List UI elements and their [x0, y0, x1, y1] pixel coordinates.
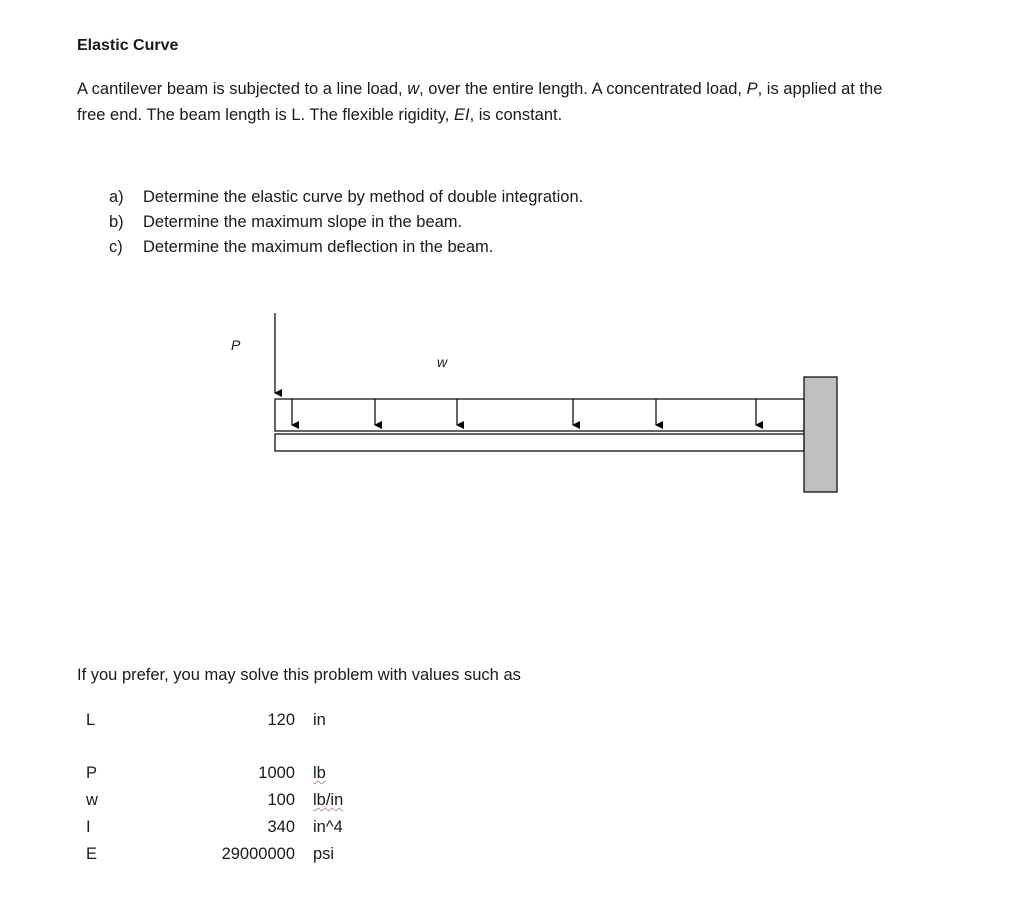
value-symbol: I — [86, 818, 91, 836]
distributed-load-block — [275, 399, 804, 431]
problem-statement — [77, 76, 907, 128]
task-c-text: Determine the maximum deflection in the beam. — [143, 238, 494, 256]
value-row-point-load — [0, 761, 1024, 785]
point-load-label: P — [231, 337, 241, 353]
value-row-length — [0, 708, 1024, 732]
values-intro: If you prefer, you may solve this problem with values such as — [77, 666, 521, 684]
value-number: 340 — [267, 818, 295, 836]
value-number: 100 — [267, 791, 295, 809]
intro-text-4: , is constant. — [469, 106, 563, 124]
value-unit: in — [313, 711, 326, 729]
value-row-inertia — [0, 815, 1024, 839]
value-unit: lb/in — [313, 791, 344, 809]
task-a-marker: a) — [109, 188, 124, 206]
value-symbol: L — [86, 711, 96, 729]
intro-ei-symbol: EI — [453, 106, 470, 124]
value-number: 1000 — [258, 764, 295, 782]
distributed-load-label: w — [437, 354, 448, 370]
beam — [275, 434, 804, 451]
task-b — [109, 211, 462, 233]
intro-p-symbol: P — [746, 80, 758, 98]
value-unit: in^4 — [313, 818, 343, 836]
value-symbol: w — [86, 791, 98, 809]
value-row-modulus — [0, 842, 1024, 866]
intro-text-1: A cantilever beam is subjected to a line load, — [77, 80, 408, 98]
value-symbol: E — [86, 845, 98, 863]
value-symbol: P — [86, 764, 98, 782]
task-b-text: Determine the maximum slope in the beam. — [143, 213, 463, 231]
document-title: Elastic Curve — [77, 37, 179, 54]
value-unit: lb — [313, 764, 326, 782]
value-unit: psi — [313, 845, 335, 863]
value-number: 120 — [267, 711, 295, 729]
intro-text-2: , over the entire length. A concentrated load, — [419, 80, 747, 98]
value-number: 29000000 — [221, 845, 295, 863]
value-row-line-load — [0, 788, 1024, 812]
task-c — [109, 236, 493, 258]
task-a-text: Determine the elastic curve by method of double integration. — [143, 188, 584, 206]
task-a — [109, 186, 583, 208]
intro-text-3: , is applied at the free end. The beam length is L. The flexible rigidity, — [77, 80, 883, 124]
task-c-marker: c) — [109, 238, 123, 256]
intro-w-symbol: w — [407, 80, 420, 98]
fixed-support-wall — [804, 377, 837, 492]
task-b-marker: b) — [109, 213, 124, 231]
